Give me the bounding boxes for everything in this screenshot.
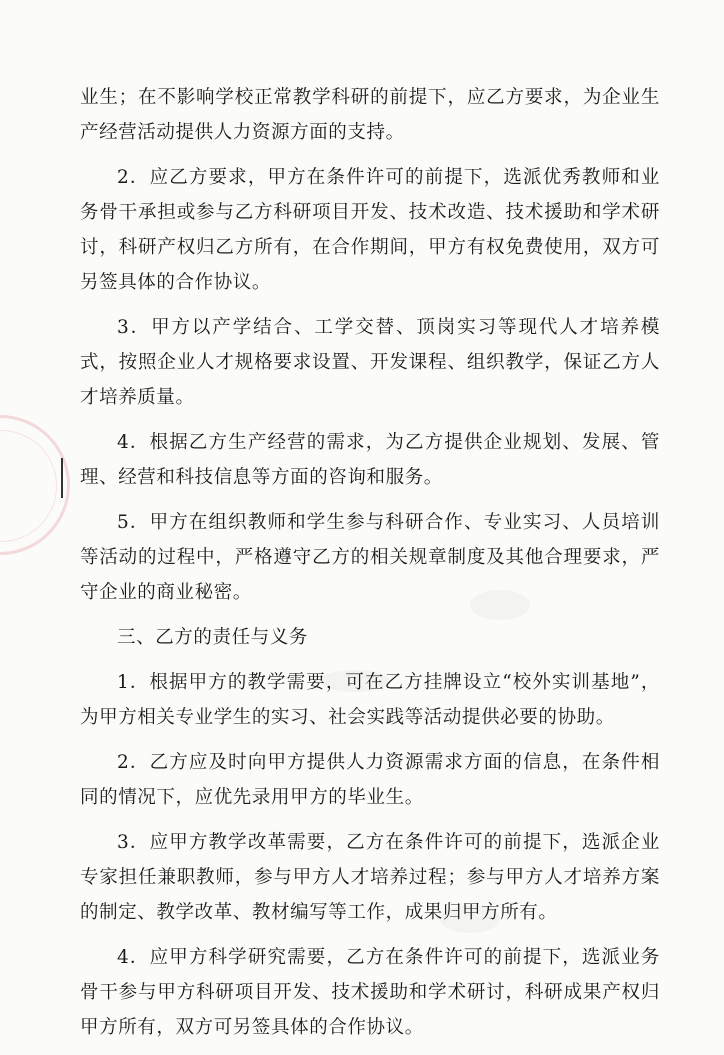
paragraph-party-b-2: 2．乙方应及时向甲方提供人力资源需求方面的信息，在条件相同的情况下，应优先录用甲方的毕业生。 <box>80 752 660 808</box>
paragraph-item-4: 4．根据乙方生产经营的需求，为乙方提供企业规划、发展、管理、经营和科技信息等方面的咨询和服务。 <box>80 432 660 488</box>
paragraph-party-b-3: 3．应甲方教学改革需要，乙方在条件许可的前提下，选派企业专家担任兼职教师，参与甲方人才培养过程；参与甲方人才培养方案的制定、教学改革、教材编写等工作，成果归甲方所有。 <box>80 832 660 923</box>
paragraph-item-3: 3．甲方以产学结合、工学交替、顶岗实习等现代人才培养模式，按照企业人才规格要求设置、开发课程、组织教学，保证乙方人才培养质量。 <box>80 317 660 408</box>
paragraph-party-b-4: 4．应甲方科学研究需要，乙方在条件许可的前提下，选派业务骨干参与甲方科研项目开发、技术援助和学术研讨，科研成果产权归甲方所有，双方可另签具体的合作协议。 <box>80 947 660 1038</box>
document-body <box>80 80 660 1055</box>
margin-mark <box>61 458 63 498</box>
paragraph-continuation: 业生；在不影响学校正常教学科研的前提下，应乙方要求，为企业生产经营活动提供人力资源方面的支持。 <box>80 87 660 143</box>
section-heading: 三、乙方的责任与义务 <box>117 627 309 648</box>
paragraph-item-2: 2．应乙方要求，甲方在条件许可的前提下，选派优秀教师和业务骨干承担或参与乙方科研项目开发、技术改造、技术援助和学术研讨，科研产权归乙方所有，在合作期间，甲方有权免费使用，双方可另签具体的合作协议。 <box>80 167 660 293</box>
paragraph-party-b-1: 1．根据甲方的教学需要，可在乙方挂牌设立“校外实训基地”，为甲方相关专业学生的实习、社会实践等活动提供必要的协助。 <box>80 672 660 728</box>
seal-stamp <box>0 415 70 555</box>
paragraph-item-5: 5．甲方在组织教师和学生参与科研合作、专业实习、人员培训等活动的过程中，严格遵守乙方的相关规章制度及其他合理要求，严守企业的商业秘密。 <box>80 512 660 603</box>
seal-inner-ring <box>0 430 57 542</box>
